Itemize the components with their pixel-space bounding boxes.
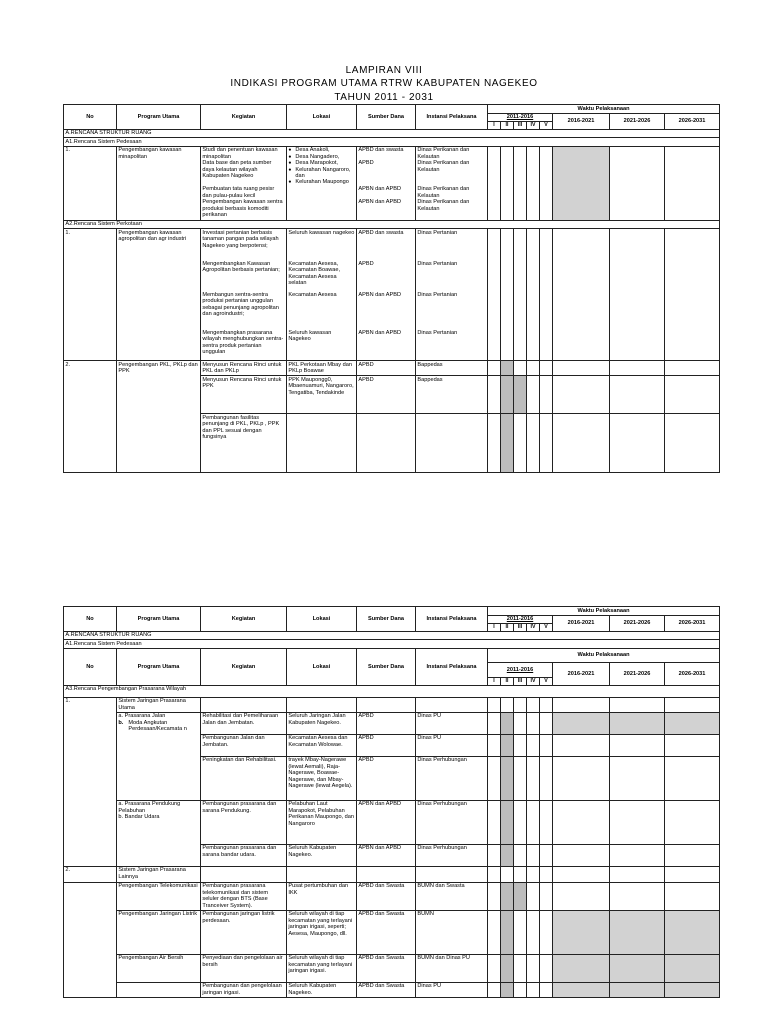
col-year-ii: II — [501, 122, 514, 129]
year-cell-shaded — [501, 800, 514, 844]
year-cell — [527, 734, 540, 756]
doc-title-lampiran: LAMPIRAN VIII — [345, 65, 423, 76]
year-cell-shaded — [514, 376, 527, 414]
lokasi-cell: Kecamatan Aesesa dan Kecamatan Wolowae. — [287, 734, 357, 756]
kegiatan-cell — [201, 697, 287, 712]
sumber-cell — [357, 866, 416, 882]
year-cell — [488, 361, 501, 376]
year-cell — [488, 954, 501, 982]
year-cell-shaded — [501, 844, 514, 866]
sumber-cell: APBD — [357, 376, 416, 414]
instansi-cell: Dinas Perhubungan — [416, 800, 488, 844]
program-cell: Pengembangan Telekomunikasi — [117, 882, 201, 910]
col-lokasi: Lokasi — [287, 105, 357, 130]
instansi-cell: BUMN — [416, 910, 488, 954]
table-row — [64, 361, 720, 376]
year-cell — [540, 414, 553, 473]
year-cell — [527, 910, 540, 954]
col-period-3: 2021-2026 — [610, 113, 665, 129]
kegiatan-cell: Studi dan penentuan kawasan minapolitan Data base dan peta sumber daya kelautan wilayah Kabupaten Nagekeo Pembuatan tata ruang pesisr dan pulau-pulau kecil Pengembangan kawasan sentra produksi berbasis komoditi perikanan — [201, 146, 287, 220]
kegiatan-cell: Penyediaan dan pengelolaan air bersih — [201, 954, 287, 982]
year-cell-shaded — [501, 376, 514, 414]
schedule-cell — [665, 844, 720, 866]
lokasi-cell: ● Desa Anakoli, ● Desa Nangadero, ● Desa Marapokot, ● Kelurahan Nangaroro, dan ● Kelurahan Maupongo — [287, 146, 357, 220]
year-cell — [514, 712, 527, 734]
schedule-cell — [553, 376, 610, 414]
col-no: No — [64, 105, 117, 130]
kegiatan-cell: Pembangunan fasilitas penunjang di PKL, PKLp , PPK dan PPL sesuai dengan fungsinya — [201, 414, 287, 473]
kegiatan-cell: Menyusun Rencana Rinci untuk PKL dan PKLp — [201, 361, 287, 376]
col-year-iv: IV — [527, 624, 540, 631]
col-waktu: Waktu Pelaksanaan — [488, 607, 720, 616]
col-year-i: I — [488, 677, 501, 685]
col-waktu: Waktu Pelaksanaan — [488, 105, 720, 114]
year-cell — [488, 756, 501, 800]
schedule-cell-shaded — [610, 712, 665, 734]
year-cell — [488, 146, 501, 220]
col-program: Program Utama — [117, 648, 201, 685]
year-cell — [527, 146, 540, 220]
table-row — [64, 954, 720, 982]
year-cell — [514, 146, 527, 220]
schedule-cell — [553, 866, 610, 882]
sumber-cell: APBD — [357, 712, 416, 734]
year-cell — [540, 982, 553, 997]
col-year-v: V — [540, 624, 553, 631]
schedule-cell — [610, 882, 665, 910]
instansi-cell: Dinas Perhubungan — [416, 844, 488, 866]
year-cell — [514, 800, 527, 844]
table-row — [64, 910, 720, 954]
year-cell — [488, 982, 501, 997]
schedule-cell — [610, 229, 665, 361]
sumber-cell: APBD dan swasta APBD APBN dan APBD APBN dan APBD — [357, 229, 416, 361]
year-cell — [540, 734, 553, 756]
section-heading: A2.Rencana Sistem Perkotaan — [64, 220, 720, 229]
kegiatan-cell: Investasi pertanian berbasis tanaman pangan pada wilayah Nagekeo yang berpotensi; Mengembangkan Kawasan Agropolitan berbasis pertanian; Membangun sentra-sentra produksi pertanian unggulan sebagai penunjang agropolitan dan agroindustri; Mengembangkan prasarana wilayah menghubungkan sentra-sentra produk pertanian unggulan — [201, 229, 287, 361]
kegiatan-cell: Pembangunan jaringan listrik perdesaan. — [201, 910, 287, 954]
schedule-cell — [610, 414, 665, 473]
sumber-cell: APBD dan Swasta — [357, 982, 416, 997]
year-cell — [527, 229, 540, 361]
section-heading: A3.Rencana Pengembangan Prasarana Wilayah — [64, 685, 720, 697]
col-year-ii: II — [501, 624, 514, 631]
year-cell — [514, 734, 527, 756]
year-cell — [527, 712, 540, 734]
col-year-i: I — [488, 122, 501, 129]
col-lokasi: Lokasi — [287, 607, 357, 632]
table-row — [64, 866, 720, 882]
year-cell — [527, 697, 540, 712]
schedule-cell-shaded — [665, 954, 720, 982]
schedule-cell — [610, 361, 665, 376]
schedule-cell-shaded — [610, 954, 665, 982]
col-sumber: Sumber Dana — [357, 648, 416, 685]
schedule-cell — [610, 844, 665, 866]
sumber-cell: APBN dan APBD — [357, 844, 416, 866]
instansi-cell: BUMN dan Swasta — [416, 882, 488, 910]
lokasi-cell — [287, 697, 357, 712]
schedule-cell-shaded — [553, 982, 610, 997]
year-cell — [540, 844, 553, 866]
col-no: No — [64, 648, 117, 685]
schedule-cell-shaded — [553, 146, 610, 220]
instansi-cell: Dinas PU — [416, 734, 488, 756]
lokasi-cell: PPK Maupongg0, Mbaenuamuri, Nangaroro, Tengatiba, Tendakinde — [287, 376, 357, 414]
schedule-cell — [665, 800, 720, 844]
year-cell — [488, 800, 501, 844]
sumber-cell: APBD — [357, 756, 416, 800]
section-heading: A1.Rencana Sistem Pedesaan — [64, 138, 720, 147]
table-row — [64, 146, 720, 220]
lokasi-cell — [287, 866, 357, 882]
year-cell — [540, 866, 553, 882]
schedule-cell-shaded — [553, 910, 610, 954]
lokasi-cell: trayek Mbay-Nagerawe (lewat Aemali), Raja-Nagerawe, Boawae-Nagerawe, dan Mbay-Nagerawe (lewat Aegela). — [287, 756, 357, 800]
kegiatan-cell: Rehabilitasi dan Pemeliharaan Jalan dan Jembatan. — [201, 712, 287, 734]
year-cell — [527, 756, 540, 800]
instansi-cell: Dinas PU — [416, 982, 488, 997]
schedule-cell-shaded — [665, 982, 720, 997]
col-program: Program Utama — [117, 105, 201, 130]
schedule-cell — [665, 697, 720, 712]
schedule-cell — [553, 229, 610, 361]
col-instansi: Instansi Pelaksana — [416, 105, 488, 130]
schedule-cell-shaded — [553, 954, 610, 982]
schedule-cell — [665, 756, 720, 800]
lokasi-cell: Seluruh wilayah di tiap kecamatan yang terlayani jaringan irigasi, seperti; Aesesa, Maupongo, dll. — [287, 910, 357, 954]
sumber-cell: APBD dan Swasta — [357, 910, 416, 954]
col-period-4: 2026-2031 — [665, 662, 720, 685]
col-period-2: 2016-2021 — [553, 662, 610, 685]
kegiatan-cell: Peningkatan dan Rehabilitasi. — [201, 756, 287, 800]
doc-title-years: TAHUN 2011 - 2031 — [334, 92, 434, 103]
sumber-cell — [357, 414, 416, 473]
schedule-cell — [610, 800, 665, 844]
sumber-cell: APBD — [357, 361, 416, 376]
col-kegiatan: Kegiatan — [201, 607, 287, 632]
col-sumber: Sumber Dana — [357, 607, 416, 632]
schedule-cell-shaded — [610, 910, 665, 954]
schedule-cell — [665, 866, 720, 882]
col-year-v: V — [540, 677, 553, 685]
col-period-4: 2026-2031 — [665, 615, 720, 631]
schedule-cell-shaded — [665, 910, 720, 954]
schedule-cell — [665, 376, 720, 414]
schedule-cell — [665, 414, 720, 473]
year-cell — [527, 866, 540, 882]
kegiatan-cell: Pembangunan prasarana telekomunikasi dan sistem seluler dengan BTS (Base Tranceiver System). — [201, 882, 287, 910]
program-table-2 — [63, 606, 720, 998]
year-cell — [540, 376, 553, 414]
program-cell: Pengembangan kawasan agropolitan dan agr industri — [117, 229, 201, 361]
year-cell — [527, 882, 540, 910]
year-cell-shaded — [501, 734, 514, 756]
kegiatan-cell: Menyusun Rencana Rinci untuk PPK — [201, 376, 287, 414]
schedule-cell — [553, 756, 610, 800]
col-period-4: 2026-2031 — [665, 113, 720, 129]
instansi-cell: Bappedas — [416, 376, 488, 414]
doc-title-program: INDIKASI PROGRAM UTAMA RTRW KABUPATEN NAGEKEO — [230, 78, 538, 89]
schedule-cell — [610, 866, 665, 882]
year-cell — [514, 954, 527, 982]
table-row — [64, 229, 720, 361]
schedule-cell — [665, 734, 720, 756]
year-cell — [540, 800, 553, 844]
year-cell — [527, 800, 540, 844]
schedule-cell — [553, 734, 610, 756]
instansi-cell: Dinas Perikanan dan Kelautan Dinas Perikanan dan Kelautan Dinas Perikanan dan Kelautan Dinas Perikanan dan Kelautan — [416, 146, 488, 220]
instansi-cell — [416, 697, 488, 712]
col-sumber: Sumber Dana — [357, 105, 416, 130]
schedule-cell — [553, 361, 610, 376]
col-period-1: 2011-2016 — [488, 615, 553, 624]
col-year-iii: III — [514, 677, 527, 685]
year-cell — [501, 697, 514, 712]
lokasi-cell: Seluruh Jaringan Jalan Kabupaten Nagekeo. — [287, 712, 357, 734]
kegiatan-cell — [201, 866, 287, 882]
year-cell — [488, 882, 501, 910]
sumber-cell — [357, 697, 416, 712]
instansi-cell: BUMN dan Dinas PU — [416, 954, 488, 982]
year-cell — [527, 361, 540, 376]
col-period-2: 2016-2021 — [553, 113, 610, 129]
year-cell-shaded — [501, 982, 514, 997]
sumber-cell: APBD dan Swasta — [357, 954, 416, 982]
schedule-cell — [553, 800, 610, 844]
year-cell-shaded — [501, 756, 514, 800]
year-cell — [488, 844, 501, 866]
schedule-cell — [610, 734, 665, 756]
col-kegiatan: Kegiatan — [201, 648, 287, 685]
year-cell — [501, 146, 514, 220]
year-cell — [488, 414, 501, 473]
table-row — [64, 712, 720, 734]
lokasi-cell: Seluruh wilayah di tiap kecamatan yang terlayani jaringan irigasi. — [287, 954, 357, 982]
col-instansi: Instansi Pelaksana — [416, 648, 488, 685]
program-cell: Pengembangan Jaringan Listrik — [117, 910, 201, 954]
year-cell-shaded — [514, 882, 527, 910]
program-cell: Sistem Jaringan Prasarana Lainnya — [117, 866, 201, 882]
lokasi-cell — [287, 414, 357, 473]
year-cell — [488, 376, 501, 414]
section-heading: A.RENCANA STRUKTUR RUANG — [64, 129, 720, 138]
sumber-cell: APBN dan APBD — [357, 800, 416, 844]
schedule-cell — [553, 414, 610, 473]
instansi-cell — [416, 866, 488, 882]
schedule-cell — [610, 756, 665, 800]
col-period-1: 2011-2016 — [488, 113, 553, 122]
lokasi-cell: Seluruh kawasan nagekeo Kecamatan Aesesa, Kecamatan Boawae, Kecamatan Aesesa selatan Kecamatan Aesesa Seluruh kawasan Nagekeo — [287, 229, 357, 361]
col-year-iii: III — [514, 624, 527, 631]
col-year-i: I — [488, 624, 501, 631]
year-cell — [540, 146, 553, 220]
year-cell — [501, 229, 514, 361]
instansi-cell: Dinas PU — [416, 712, 488, 734]
year-cell — [514, 756, 527, 800]
program-cell: Pengembangan Air Bersih — [117, 954, 201, 982]
row-number: 1. — [64, 229, 117, 361]
lokasi-cell: Pelabuhan Laut Marapokot, Pelabuhan Perikanan Maupongo, dan Nangaroro — [287, 800, 357, 844]
year-cell — [514, 229, 527, 361]
program-cell: a. Prasarana Pendukung Pelabuhan b. Bandar Udara — [117, 800, 201, 866]
col-program: Program Utama — [117, 607, 201, 632]
year-cell — [540, 910, 553, 954]
col-year-iv: IV — [527, 677, 540, 685]
instansi-cell: Dinas Pertanian Dinas Pertanian Dinas Pertanian Dinas Pertanian — [416, 229, 488, 361]
year-cell — [540, 712, 553, 734]
col-year-iv: IV — [527, 122, 540, 129]
col-period-2: 2016-2021 — [553, 615, 610, 631]
program-cell: Pengembangan PKL, PKLp dan PPK — [117, 361, 201, 473]
schedule-cell — [610, 697, 665, 712]
section-heading: A.RENCANA STRUKTUR RUANG — [64, 631, 720, 640]
year-cell — [527, 844, 540, 866]
year-cell — [514, 414, 527, 473]
schedule-cell — [665, 882, 720, 910]
year-cell — [540, 882, 553, 910]
section-heading: A1.Rencana Sistem Pedesaan — [64, 640, 720, 649]
year-cell — [540, 229, 553, 361]
col-year-ii: II — [501, 677, 514, 685]
year-cell — [527, 376, 540, 414]
table-row — [64, 982, 720, 997]
year-cell-shaded — [501, 954, 514, 982]
schedule-cell — [665, 229, 720, 361]
kegiatan-cell: Pembangunan prasarana dan sarana bandar udara. — [201, 844, 287, 866]
year-cell — [540, 697, 553, 712]
instansi-cell: Dinas Perhubungan — [416, 756, 488, 800]
kegiatan-cell: Pembangunan prasarana dan sarana Pendukung. — [201, 800, 287, 844]
program-table-1 — [63, 104, 720, 473]
schedule-cell — [610, 376, 665, 414]
year-cell — [540, 756, 553, 800]
year-cell — [488, 712, 501, 734]
schedule-cell — [553, 844, 610, 866]
year-cell — [527, 414, 540, 473]
year-cell-shaded — [501, 712, 514, 734]
lokasi-cell: Seluruh Kabupaten Nagekeo. — [287, 844, 357, 866]
kegiatan-cell: Pembangunan Jalan dan Jembatan. — [201, 734, 287, 756]
year-cell — [488, 910, 501, 954]
col-kegiatan: Kegiatan — [201, 105, 287, 130]
year-cell — [540, 361, 553, 376]
table-row — [64, 697, 720, 712]
col-waktu: Waktu Pelaksanaan — [488, 648, 720, 662]
year-cell — [488, 734, 501, 756]
year-cell-shaded — [501, 414, 514, 473]
instansi-cell — [416, 414, 488, 473]
year-cell-shaded — [501, 882, 514, 910]
sumber-cell: APBD dan Swasta — [357, 882, 416, 910]
col-lokasi: Lokasi — [287, 648, 357, 685]
col-instansi: Instansi Pelaksana — [416, 607, 488, 632]
schedule-cell — [553, 882, 610, 910]
col-period-3: 2021-2026 — [610, 615, 665, 631]
col-year-v: V — [540, 122, 553, 129]
year-cell — [488, 866, 501, 882]
year-cell — [514, 844, 527, 866]
lokasi-cell: PKL Perkotaan Mbay dan PKLp Boawae — [287, 361, 357, 376]
schedule-cell — [665, 361, 720, 376]
schedule-cell-shaded — [553, 712, 610, 734]
year-cell — [501, 866, 514, 882]
row-number: 2. — [64, 866, 117, 882]
year-cell-shaded — [501, 361, 514, 376]
row-number: 1. — [64, 697, 117, 866]
year-cell — [488, 229, 501, 361]
program-cell: a. Prasarana Jalan b. Moda Angkutan Perdesaan/Kecamata n — [117, 712, 201, 800]
schedule-cell-shaded — [665, 712, 720, 734]
year-cell — [540, 954, 553, 982]
table-row — [64, 882, 720, 910]
col-period-1: 2011-2016 — [488, 662, 553, 677]
year-cell — [527, 954, 540, 982]
table-row — [64, 800, 720, 844]
year-cell-shaded — [501, 910, 514, 954]
program-cell — [117, 982, 201, 997]
row-number: 2. — [64, 361, 117, 473]
col-year-iii: III — [514, 122, 527, 129]
kegiatan-cell: Pembangunan dan pengelolaan jaringan irigasi. — [201, 982, 287, 997]
year-cell — [514, 866, 527, 882]
year-cell — [514, 982, 527, 997]
program-cell: Pengembangan kawasan minapolitan — [117, 146, 201, 220]
schedule-cell — [610, 146, 665, 220]
schedule-cell — [665, 146, 720, 220]
program-cell: Sistem Jaringan Prasarana Utama — [117, 697, 201, 712]
lokasi-cell: Seluruh Kabupaten Nagekeo. — [287, 982, 357, 997]
instansi-cell: Bappedas — [416, 361, 488, 376]
year-cell — [514, 910, 527, 954]
row-number — [64, 882, 117, 997]
year-cell — [514, 361, 527, 376]
year-cell — [514, 697, 527, 712]
col-period-3: 2021-2026 — [610, 662, 665, 685]
col-no: No — [64, 607, 117, 632]
lokasi-cell: Pusat pertumbuhan dan IKK — [287, 882, 357, 910]
schedule-cell — [553, 697, 610, 712]
year-cell — [488, 697, 501, 712]
schedule-cell-shaded — [610, 982, 665, 997]
row-number: 1. — [64, 146, 117, 220]
sumber-cell: APBD — [357, 734, 416, 756]
sumber-cell: APBD dan swasta APBD APBN dan APBD APBN dan APBD — [357, 146, 416, 220]
year-cell — [527, 982, 540, 997]
